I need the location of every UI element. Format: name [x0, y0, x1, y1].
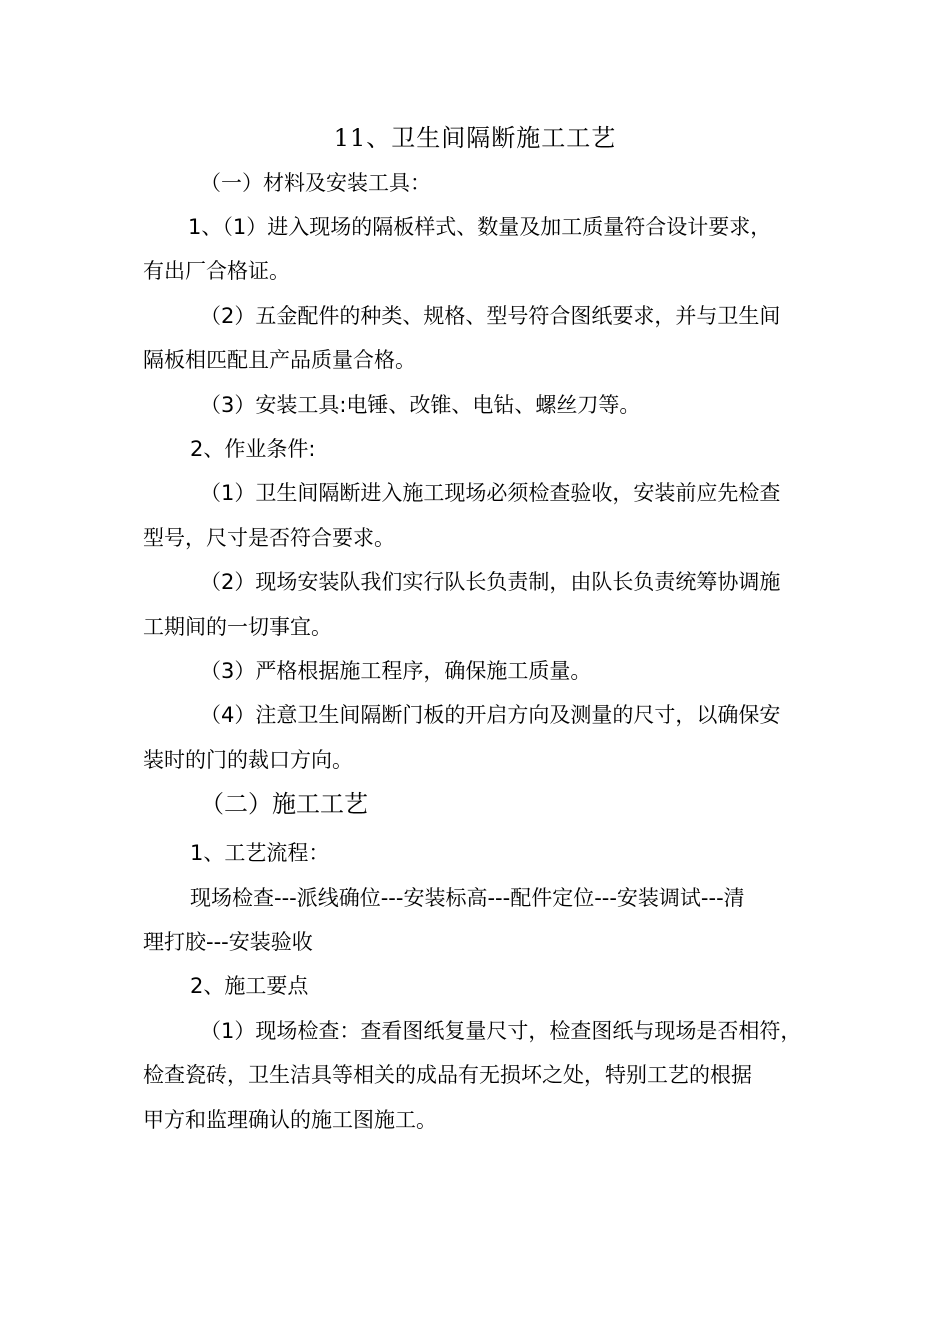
paragraph-line: 检查瓷砖，卫生洁具等相关的成品有无损坏之处，特别工艺的根据	[143, 1063, 752, 1087]
paragraph-line: 理打胶---安装验收	[143, 930, 313, 954]
subsection-heading: 1、工艺流程：	[190, 841, 330, 865]
subsection-heading: 2、作业条件:	[190, 437, 316, 461]
paragraph-line: 甲方和监理确认的施工图施工。	[143, 1108, 437, 1132]
paragraph-line: （3）安装工具:电锤、改锥、电钻、螺丝刀等。	[200, 393, 641, 417]
paragraph-line: 型号，尺寸是否符合要求。	[143, 526, 395, 550]
paragraph-line: （2）五金配件的种类、规格、型号符合图纸要求，并与卫生间	[200, 304, 781, 328]
paragraph-line: （1）现场检查：查看图纸复量尺寸，检查图纸与现场是否相符，	[200, 1019, 802, 1043]
paragraph-line: 有出厂合格证。	[143, 259, 290, 283]
paragraph-line: 工期间的一切事宜。	[143, 615, 332, 639]
paragraph-line: 隔板相匹配且产品质量合格。	[143, 348, 416, 372]
section-heading: （一）材料及安装工具：	[200, 171, 431, 195]
subsection-heading: 2、施工要点	[190, 974, 309, 998]
paragraph-line: 现场检查---派线确位---安装标高---配件定位---安装调试---清	[190, 886, 745, 910]
paragraph-line: （3）严格根据施工程序，确保施工质量。	[200, 659, 592, 683]
section-heading: （二）施工工艺	[200, 790, 368, 818]
paragraph-line: （2）现场安装队我们实行队长负责制，由队长负责统筹协调施	[200, 570, 781, 594]
paragraph-line: 装时的门的裁口方向。	[143, 748, 353, 772]
paragraph-line: 1、（1）进入现场的隔板样式、数量及加工质量符合设计要求，	[188, 215, 772, 239]
paragraph-line: （1）卫生间隔断进入施工现场必须检查验收，安装前应先检查	[200, 481, 781, 505]
paragraph-line: （4）注意卫生间隔断门板的开启方向及测量的尺寸，以确保安	[200, 703, 781, 727]
document-title: 11、卫生间隔断施工工艺	[333, 124, 617, 152]
